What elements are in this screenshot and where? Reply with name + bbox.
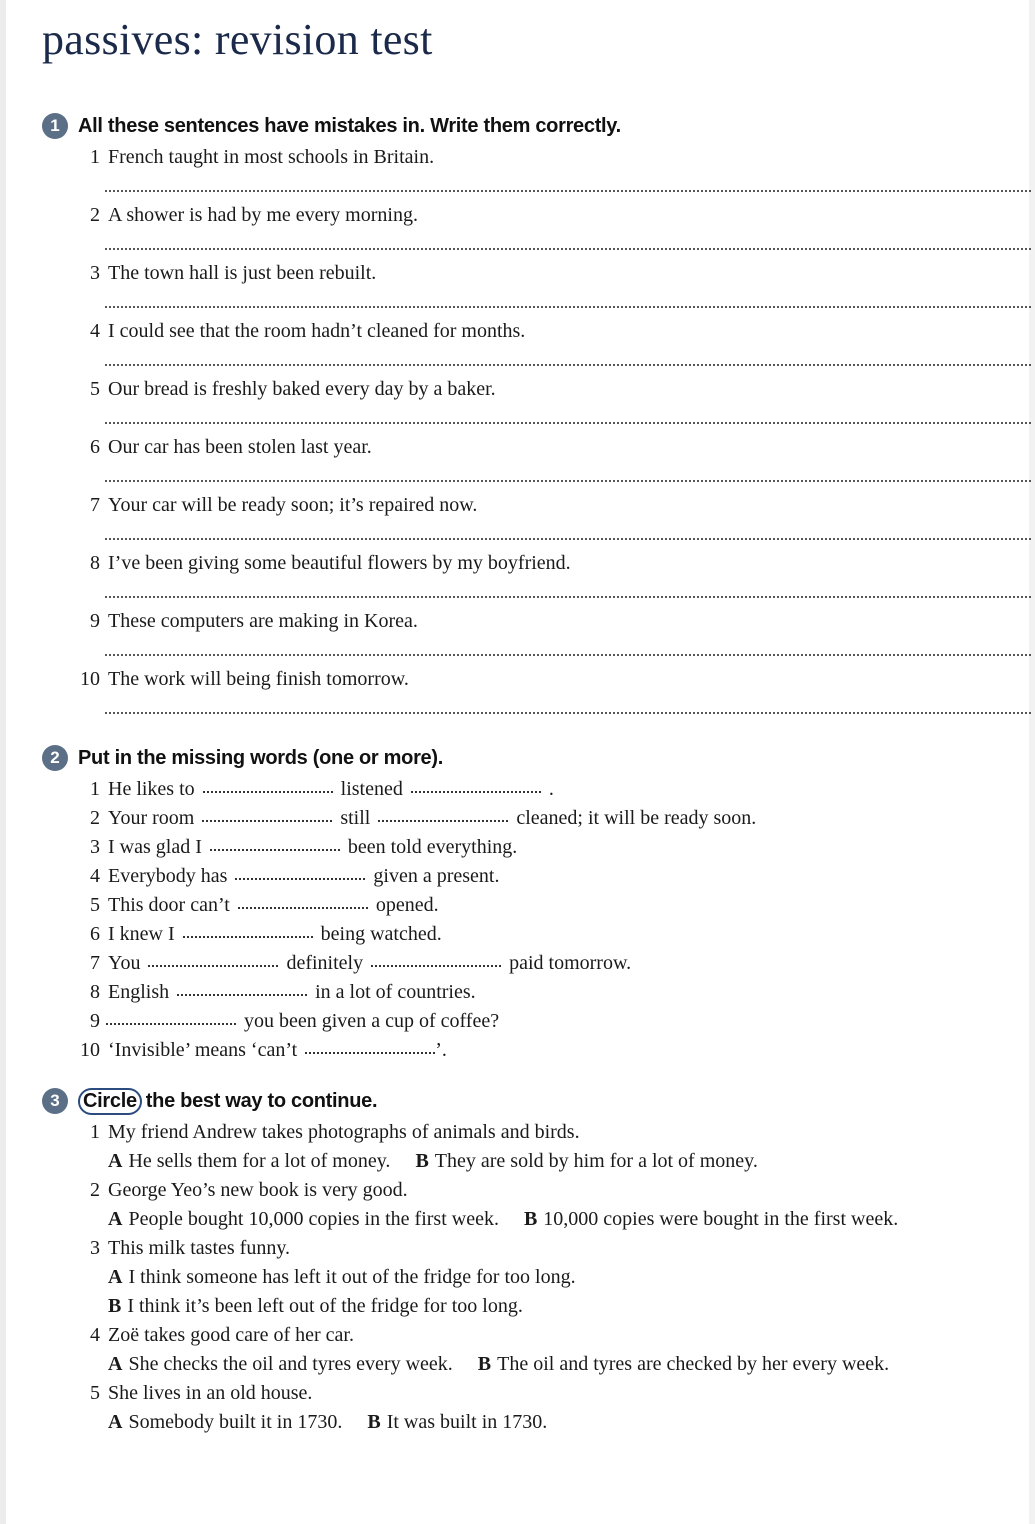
section-2-instruction: Put in the missing words (one or more). (78, 746, 443, 769)
s3-option-3a[interactable]: A I think someone has left it out of the fridge for too long. (108, 1266, 576, 1288)
option-b[interactable]: B 10,000 copies were bought in the first week. (523, 1208, 899, 1230)
section-1-header (42, 112, 621, 140)
answer-line-10[interactable] (105, 712, 1031, 714)
s1-item-text: Our car has been stolen last year. (108, 436, 372, 458)
s2-item-4: 4 Everybody has given a present. (90, 865, 500, 887)
answer-line-3[interactable] (105, 306, 1031, 308)
page-left-edge (0, 0, 6, 1524)
s1-item-text: The town hall is just been rebuilt. (108, 262, 377, 284)
fill-blank[interactable] (305, 1048, 435, 1054)
s1-item-text: I could see that the room hadn’t cleaned for months. (108, 320, 526, 342)
option-b[interactable]: B They are sold by him for a lot of money. (415, 1150, 758, 1172)
answer-line-8[interactable] (105, 596, 1031, 598)
option-a[interactable]: A She checks the oil and tyres every week. (108, 1353, 453, 1375)
fill-blank[interactable] (411, 787, 541, 793)
s2-item-9: 9 you been given a cup of coffee? (90, 1010, 500, 1032)
s1-item-10: 10 The work will being finish tomorrow. (80, 668, 409, 690)
s1-item-9: 9 These computers are making in Korea. (90, 610, 418, 632)
s3-question-1: 1 My friend Andrew takes photographs of animals and birds. (90, 1121, 580, 1143)
page-right-edge (1029, 0, 1035, 1524)
circled-word: Circle (78, 1088, 142, 1115)
fill-blank[interactable] (203, 787, 333, 793)
option-a[interactable]: A Somebody built it in 1730. (108, 1411, 343, 1433)
s2-item-5: 5 This door can’t opened. (90, 894, 439, 916)
s1-item-text: The work will being finish tomorrow. (108, 668, 409, 690)
s1-item-text: Our bread is freshly baked every day by a baker. (108, 378, 496, 400)
section-2-badge: 2 (42, 745, 68, 771)
s1-item-1: 1 French taught in most schools in Britain. (90, 146, 435, 168)
s2-item-3: 3 I was glad I been told everything. (90, 836, 518, 858)
section-1-badge: 1 (42, 113, 68, 139)
s2-item-2: 2 Your room still cleaned; it will be ready soon. (90, 807, 757, 829)
s1-item-text: I’ve been giving some beautiful flowers by my boyfriend. (108, 552, 571, 574)
option-a[interactable]: A He sells them for a lot of money. (108, 1150, 391, 1172)
fill-blank[interactable] (202, 816, 332, 822)
s1-item-text: French taught in most schools in Britain. (108, 146, 435, 168)
section-1-instruction: All these sentences have mistakes in. Write them correctly. (78, 114, 621, 137)
fill-blank[interactable] (371, 961, 501, 967)
option-b[interactable]: B The oil and tyres are checked by her every week. (477, 1353, 890, 1375)
s1-item-text: Your car will be ready soon; it’s repaired now. (108, 494, 478, 516)
answer-line-6[interactable] (105, 480, 1031, 482)
answer-line-1[interactable] (105, 190, 1031, 192)
section-3-header (42, 1087, 377, 1115)
s3-options-2 (108, 1207, 898, 1231)
fill-blank[interactable] (183, 932, 313, 938)
s3-options-5 (108, 1410, 547, 1434)
fill-blank[interactable] (148, 961, 278, 967)
s1-item-7: 7 Your car will be ready soon; it’s repaired now. (90, 494, 478, 516)
option-a[interactable]: A People bought 10,000 copies in the first week. (108, 1208, 499, 1230)
fill-blank[interactable] (238, 903, 368, 909)
s3-question-3: 3 This milk tastes funny. (90, 1237, 291, 1259)
fill-blank[interactable] (177, 990, 307, 996)
s1-item-5: 5 Our bread is freshly baked every day by a baker. (90, 378, 496, 400)
answer-line-4[interactable] (105, 364, 1031, 366)
answer-line-7[interactable] (105, 538, 1031, 540)
fill-blank[interactable] (210, 845, 340, 851)
s1-item-4: 4 I could see that the room hadn’t cleaned for months. (90, 320, 526, 342)
s2-item-8: 8 English in a lot of countries. (90, 981, 476, 1003)
option-b[interactable]: B It was built in 1730. (367, 1411, 548, 1433)
section-3-badge: 3 (42, 1088, 68, 1114)
answer-line-9[interactable] (105, 654, 1031, 656)
answer-line-2[interactable] (105, 248, 1031, 250)
fill-blank[interactable] (106, 1019, 236, 1025)
s3-question-4: 4 Zoë takes good care of her car. (90, 1324, 354, 1346)
s1-item-6: 6 Our car has been stolen last year. (90, 436, 372, 458)
fill-blank[interactable] (378, 816, 508, 822)
s3-options-4 (108, 1352, 889, 1376)
s2-item-1: 1 He likes to listened . (90, 778, 554, 800)
s3-question-5: 5 She lives in an old house. (90, 1382, 313, 1404)
s1-item-2: 2 A shower is had by me every morning. (90, 204, 418, 226)
s2-item-6: 6 I knew I being watched. (90, 923, 442, 945)
s1-item-text: A shower is had by me every morning. (108, 204, 418, 226)
s1-item-8: 8 I’ve been giving some beautiful flowers by my boyfriend. (90, 552, 571, 574)
s3-options-1 (108, 1149, 758, 1173)
section-3-instruction: Circle the best way to continue. (78, 1088, 377, 1115)
answer-line-5[interactable] (105, 422, 1031, 424)
section-2-header (42, 744, 443, 772)
fill-blank[interactable] (235, 874, 365, 880)
s1-item-text: These computers are making in Korea. (108, 610, 418, 632)
page-title: passives: revision test (42, 15, 433, 64)
s2-item-7: 7 You definitely paid tomorrow. (90, 952, 632, 974)
s3-option-3b[interactable]: B I think it’s been left out of the fridge for too long. (108, 1295, 523, 1317)
s2-item-10: 10 ‘Invisible’ means ‘can’t ’. (80, 1039, 447, 1061)
s1-item-3: 3 The town hall is just been rebuilt. (90, 262, 377, 284)
s3-question-2: 2 George Yeo’s new book is very good. (90, 1179, 408, 1201)
